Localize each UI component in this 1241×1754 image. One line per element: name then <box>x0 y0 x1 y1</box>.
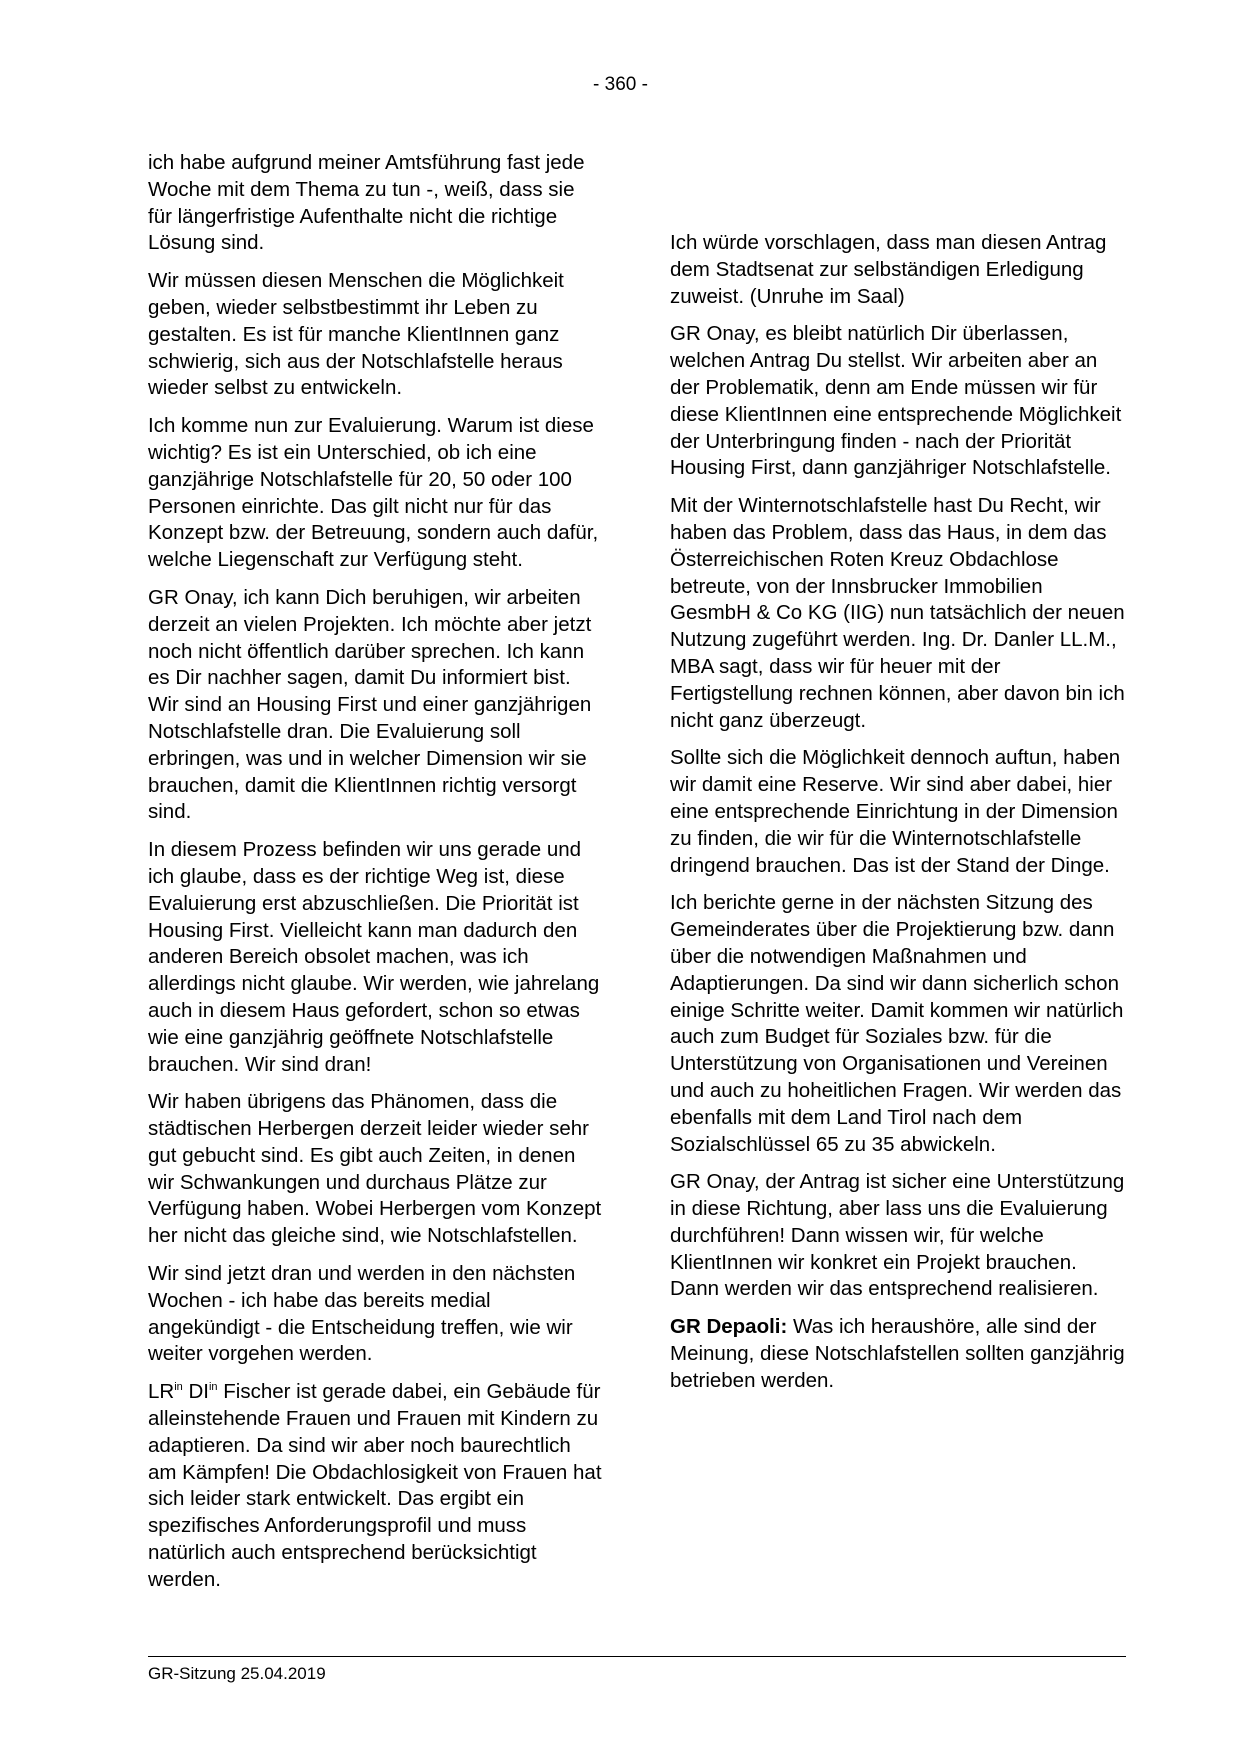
paragraph: ich habe aufgrund meiner Amtsführung fast jede Woche mit dem Thema zu tun -, weiß, dass sie für längerfristige Aufenthalte nicht die richtige Lösung sind. <box>148 151 585 255</box>
title-di-superscript: in <box>208 1381 218 1394</box>
paragraph: Mit der Winternotschlafstelle hast Du Recht, wir haben das Problem, dass das Haus, in dem das Österreichischen Roten Kreuz Obdachlose betreute, von der Innsbrucker Immobilien GesmbH & Co KG (IIG) nun tatsächlich der neuen Nutzung zugeführt werden. Ing. Dr. Danler LL.M., MBA sagt, dass wir für heuer mit der Fertigstellung rechnen können, aber davon bin ich nicht ganz überzeugt. <box>670 494 1125 732</box>
right-column-content <box>670 230 1125 1406</box>
footer-divider <box>148 1656 1126 1657</box>
paragraph-text: Fischer ist gerade dabei, ein Gebäude für alleinstehende Frauen und Frauen mit Kindern zu adaptieren. Da sind wir aber noch baurechtlich am Kämpfen! Die Obdachlosigkeit von Frauen hat sich leider stark entwickelt. Das ergibt ein spezifisches Anforderungsprofil und muss natürlich auch entsprechend berücksichtigt werden. <box>148 1380 602 1591</box>
paragraph: GR Onay, der Antrag ist sicher eine Unterstützung in diese Richtung, aber lass uns die Evaluierung durchführen! Dann wissen wir, für welche KlientInnen wir konkret ein Projekt brauchen. Dann werden wir das entsprechend realisieren. <box>670 1170 1125 1301</box>
paragraph: GR Onay, es bleibt natürlich Dir überlassen, welchen Antrag Du stellst. Wir arbeiten aber an der Problematik, denn am Ende müssen wir für diese KlientInnen eine entsprechende Möglichkeit der Unterbringung finden - nach der Priorität Housing First, dann ganzjähriger Notschlafstelle. <box>670 322 1122 480</box>
paragraph: GR Onay, ich kann Dich beruhigen, wir arbeiten derzeit an vielen Projekten. Ich möchte aber jetzt noch nicht öffentlich darüber sprechen. Ich kann es Dir nachher sagen, damit Du informiert bist. Wir sind an Housing First und einer ganzjährigen Notschlafstelle dran. Die Evaluierung soll erbringen, was und in welcher Dimension wir sie brauchen, damit die KlientInnen richtig versorgt sind. <box>148 585 592 824</box>
speaker-name: GR Depaoli: <box>670 1315 788 1339</box>
paragraph: Ich würde vorschlagen, dass man diesen Antrag dem Stadtsenat zur selbständigen Erledigung zuweist. (Unruhe im Saal) <box>670 231 1107 308</box>
page-number: - 360 - <box>593 74 648 95</box>
paragraph: In diesem Prozess befinden wir uns gerade und ich glaube, dass es der richtige Weg ist, diese Evaluierung erst abzuschließen. Die Priorität ist Housing First. Vielleicht kann man dadurch den anderen Bereich obsolet machen, was ich allerdings nicht glaube. Wir werden, wie jahrelang auch in diesem Haus gefordert, schon so etwas wie eine ganzjährig geöffnete Notschlafstelle brauchen. Wir sind dran! <box>148 838 600 1076</box>
left-column <box>148 150 603 1605</box>
title-lr: LR <box>148 1380 175 1404</box>
paragraph: Ich berichte gerne in der nächsten Sitzung des Gemeinderates über die Projektierung bzw. dann über die notwendigen Maßnahmen und Adaptierungen. Da sind wir dann sicherlich schon einige Schritte weiter. Damit kommen wir natürlich auch zum Budget für Soziales bzw. für die Unterstützung von Organisationen und Vereinen und auch zu hoheitlichen Fragen. Wir werden das ebenfalls mit dem Land Tirol nach dem Sozialschlüssel 65 zu 35 abwickeln. <box>670 891 1124 1156</box>
paragraph: Wir sind jetzt dran und werden in den nächsten Wochen - ich habe das bereits medial angekündigt - die Entscheidung treffen, wie wir weiter vorgehen werden. <box>148 1262 576 1366</box>
paragraph: Wir haben übrigens das Phänomen, dass die städtischen Herbergen derzeit leider wieder sehr gut gebucht sind. Es gibt auch Zeiten, in denen wir Schwankungen und durchaus Plätze zur Verfügung haben. Wobei Herbergen vom Konzept her nicht das gleiche sind, wie Notschlafstellen. <box>148 1090 602 1248</box>
paragraph: Wir müssen diesen Menschen die Möglichkeit geben, wieder selbstbestimmt ihr Leben zu gestalten. Es ist für manche KlientInnen ganz schwierig, sich aus der Notschlafstelle heraus wieder selbst zu entwickeln. <box>148 269 564 400</box>
footer-session-date: GR-Sitzung 25.04.2019 <box>148 1664 326 1683</box>
paragraph-text: Was ich heraushöre, alle sind der Meinung, diese Notschlafstellen sollten ganzjährig betrieben werden. <box>670 1315 1125 1392</box>
title-di: DI <box>188 1380 209 1404</box>
paragraph: Ich komme nun zur Evaluierung. Warum ist diese wichtig? Es ist ein Unterschied, ob ich eine ganzjährige Notschlafstelle für 20, 50 oder 100 Personen einrichte. Das gilt nicht nur für das Konzept bzw. der Betreuung, sondern auch dafür, welche Liegenschaft zur Verfügung steht. <box>148 414 599 572</box>
paragraph-lr-fischer <box>148 1379 603 1593</box>
paragraph: Sollte sich die Möglichkeit dennoch auftun, haben wir damit eine Reserve. Wir sind aber dabei, hier eine entsprechende Einrichtung in der Dimension zu finden, die wir für die Winternotschlafstelle dringend brauchen. Das ist der Stand der Dinge. <box>670 746 1121 877</box>
paragraph-depaoli <box>670 1314 1125 1394</box>
title-lr-superscript: in <box>174 1381 183 1394</box>
